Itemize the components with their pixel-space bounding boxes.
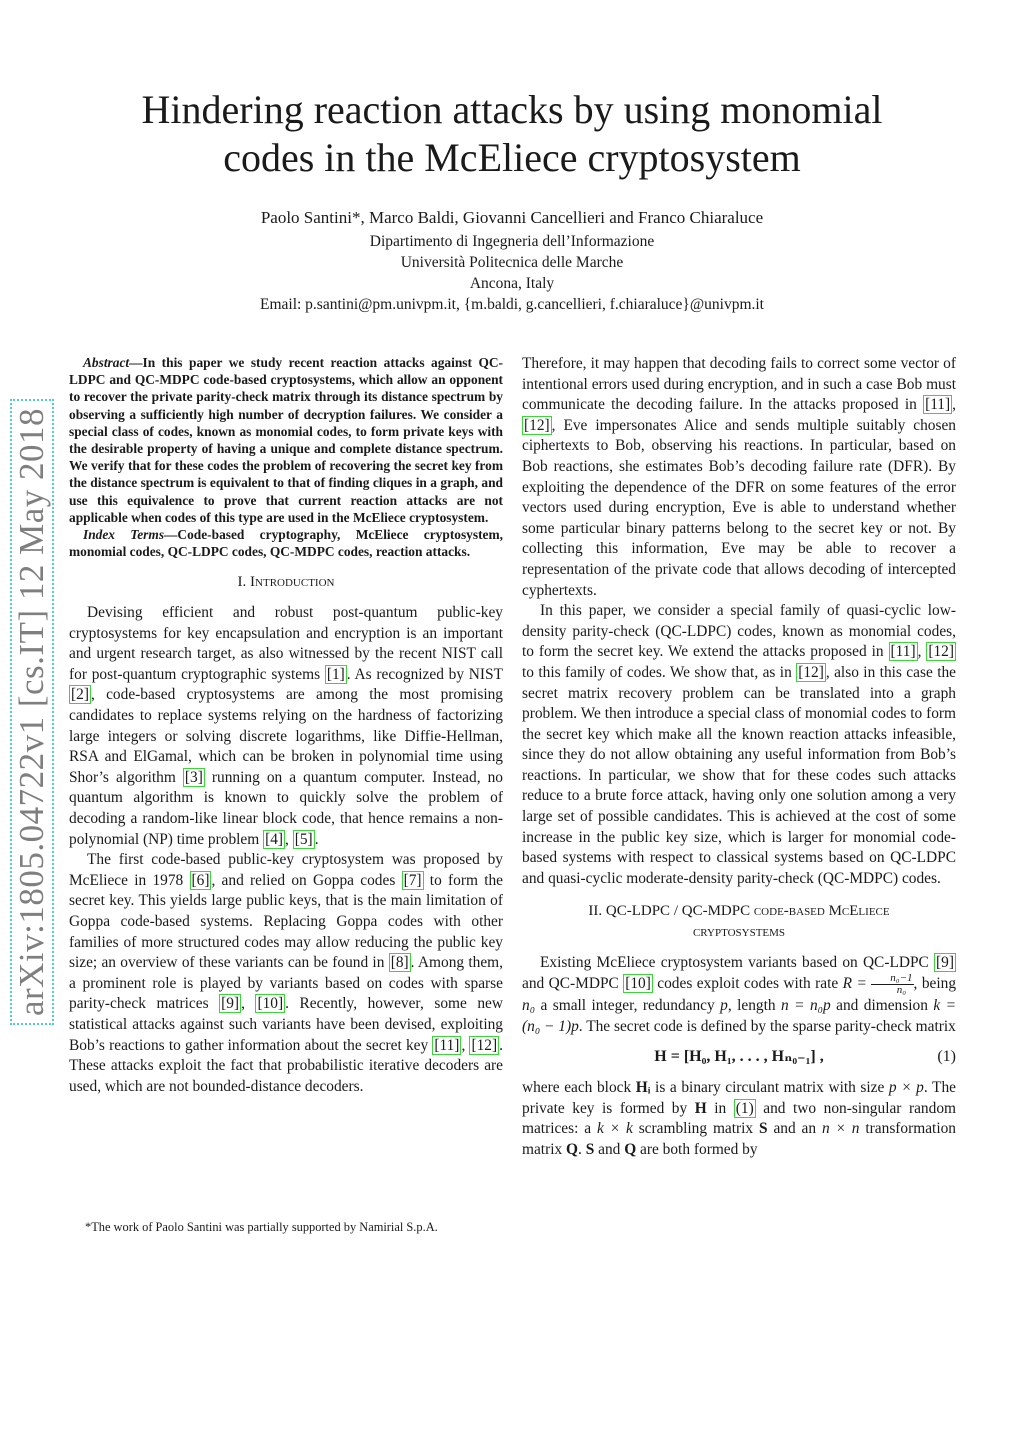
right-column bbox=[522, 354, 956, 1160]
section-number: II. bbox=[588, 903, 606, 920]
citation-link[interactable]: [9] bbox=[936, 953, 954, 971]
text-run: . The secret code is defined by the sparse parity-check matrix bbox=[578, 1017, 956, 1035]
left-column bbox=[69, 354, 503, 1097]
math-rate: R = bbox=[842, 975, 872, 993]
math-pxp: p × p bbox=[888, 1079, 924, 1096]
text-run: to form the secret key. This yields large public keys, that is the main limitation of Goppa code-based systems. Replacing Goppa codes with other families of more structured codes may allow reducing the public key size; an overview of these variants can be found in bbox=[69, 871, 503, 972]
citation-link[interactable]: [12] bbox=[471, 1036, 498, 1054]
citation-link[interactable]: [12] bbox=[524, 416, 550, 434]
title-line-2: codes in the McEliece cryptosystem bbox=[223, 135, 801, 180]
text-run: . The private key is formed by bbox=[522, 1079, 956, 1117]
math-p: p bbox=[720, 997, 728, 1015]
affiliation-email: Email: p.santini@pm.univpm.it, {m.baldi, g.cancellieri, f.chiaraluce}@univpm.it bbox=[259, 296, 764, 313]
citation-link[interactable]: [11] bbox=[925, 396, 951, 414]
math-Q: Q bbox=[624, 1140, 637, 1158]
equation-body: H = [H₀, H₁, . . . , Hₙ₀₋₁] , bbox=[654, 1048, 824, 1066]
text-run: to this family of codes. We show that, as in bbox=[522, 663, 797, 681]
math-H: H bbox=[694, 1099, 707, 1117]
citation-link[interactable]: [11] bbox=[890, 643, 916, 661]
text-run: , Eve impersonates Alice and sends multiple suitably chosen ciphertexts to Bob, observing his reactions. In particular, based on Bob reactions, she estimates Bob’s decoding failure rate (DFR). By exploiting the dependence of the DFR on some features of the error vectors used during encryption, Eve is able to understand whether some particular binary patterns belong to the secret key or not. By collecting this information, Eve may be able to recover a representation of the private code that allows decoding of intercepted cyphertexts. bbox=[522, 416, 956, 599]
math-kxk: k × k bbox=[597, 1120, 633, 1138]
section-number: I. bbox=[237, 574, 251, 591]
text-run: , bbox=[917, 643, 927, 661]
abstract bbox=[69, 354, 503, 526]
text-run: scrambling matrix bbox=[632, 1120, 760, 1138]
text-run: , bbox=[285, 830, 293, 848]
sec2-paragraph-2 bbox=[522, 1078, 956, 1160]
equation-link[interactable]: (1) bbox=[735, 1099, 754, 1117]
math-fraction bbox=[871, 973, 913, 996]
text-run: . As recognized by NIST bbox=[346, 665, 504, 683]
text-run: Existing McEliece cryptosystem variants based on QC-LDPC bbox=[540, 953, 935, 971]
text-run: is a binary circulant matrix with size bbox=[650, 1079, 889, 1096]
arxiv-stamp[interactable]: arXiv:1805.04722v1 [cs.IT] 12 May 2018 bbox=[10, 399, 54, 1025]
citation-link[interactable]: [12] bbox=[798, 663, 824, 681]
paper-title bbox=[0, 86, 1024, 182]
text-run: and an bbox=[767, 1120, 822, 1138]
section-heading-line-2: cryptosystems bbox=[692, 924, 786, 941]
affiliation-university: Università Politecnica delle Marche bbox=[400, 254, 624, 271]
section-title-part: code-based McEliece bbox=[753, 903, 890, 920]
affiliation-city: Ancona, Italy bbox=[469, 275, 555, 292]
text-run: where each block bbox=[522, 1079, 636, 1096]
math-dimension: k = (n₀ − 1)p bbox=[522, 997, 956, 1035]
math-Q: Q bbox=[566, 1140, 579, 1158]
intro-paragraph-1 bbox=[69, 603, 503, 850]
math-Hi: Hᵢ bbox=[635, 1079, 651, 1096]
text-run: , bbox=[241, 995, 256, 1013]
text-run: The first code-based public-key cryptosystem was proposed by McEliece in 1978 bbox=[69, 851, 503, 889]
text-run: . bbox=[314, 830, 319, 848]
text-run: in bbox=[706, 1099, 734, 1117]
text-run: Devising efficient and robust post-quantum public-key cryptosystems for key encapsulation and encryption is an important and urgent research target, as also witnessed by the recent NIST call for post-quantum cryptographic systems bbox=[69, 604, 503, 683]
text-run: running on a quantum computer. Instead, no quantum algorithm is known to quickly solve the problem of decoding a random-like linear block code, that hence remains a non-polynomial (NP) time problem bbox=[69, 768, 503, 848]
text-run: . Among them, a prominent role is played by variants based on codes with sparse parity-check matrices bbox=[69, 954, 503, 1013]
fraction-denominator: n₀ bbox=[896, 984, 907, 997]
text-run: . These attacks exploit the fact that probabilistic iterative decoders are used, which are not bounded-distance decoders. bbox=[69, 1036, 503, 1095]
citation-link[interactable]: [7] bbox=[403, 871, 422, 889]
text-run: , length bbox=[727, 997, 782, 1015]
section-heading-line-1 bbox=[522, 901, 956, 922]
text-run: , bbox=[952, 396, 956, 414]
text-run: , also in this case the secret matrix recovery problem can be translated into a graph problem. We then introduce a special class of monomial codes to form the secret key which make all the known reaction attacks infeasible, since they do not allow obtaining any useful information from Bob’s reactions. In particular, we show that for these codes such attacks reduce to a brute force attack, having only one solution among a very large set of possible candidates. This is achieved at the cost of some increase in the public key size, which is larger for monomial code-based systems with respect to classical systems based on QC-LDPC and quasi-cyclic moderate-density parity-check (QC-MDPC) codes. bbox=[522, 663, 956, 887]
text-run: and bbox=[594, 1140, 625, 1158]
text-run: codes exploit codes with rate bbox=[652, 975, 843, 993]
affiliation-block bbox=[0, 231, 1024, 315]
math-n0: n₀ bbox=[522, 997, 536, 1015]
text-run: , and relied on Goppa codes bbox=[211, 871, 402, 889]
section-title-part: QC-LDPC / QC-MDPC bbox=[605, 903, 754, 920]
section-heading-introduction bbox=[69, 572, 503, 593]
abstract-text: —In this paper we study recent reaction attacks against QC-LDPC and QC-MDPC code-based cryptosystems, which allow an opponent to recover the private parity-check matrix through its distance spectrum by observing a sufficiently high number of decryption failures. We consider a special class of codes, known as monomial codes, to form private keys with the desirable property of having a unique and complete distance spectrum. We verify that for these codes the problem of recovering the secret key from the distance spectrum is equivalent to that of finding cliques in a graph, and use this equivalence to prove that current reaction attacks are not applicable when codes of this type are used in the McEliece cryptosystem. bbox=[69, 355, 503, 525]
right-paragraph-2 bbox=[522, 601, 956, 889]
text-run: a small integer, redundancy bbox=[535, 997, 721, 1015]
citation-link[interactable]: [4] bbox=[265, 830, 284, 848]
affiliation-dept: Dipartimento di Ingegneria dell’Informazione bbox=[369, 233, 655, 250]
sec2-paragraph-1 bbox=[522, 953, 956, 1038]
citation-link[interactable]: [11] bbox=[434, 1036, 460, 1054]
text-run: and QC-MDPC bbox=[522, 975, 624, 993]
text-run: and dimension bbox=[830, 997, 934, 1015]
title-line-1: Hindering reaction attacks by using monomial bbox=[141, 87, 883, 132]
citation-link[interactable]: [10] bbox=[625, 975, 651, 993]
index-terms bbox=[69, 526, 503, 560]
equation-1 bbox=[522, 1047, 956, 1068]
citation-link[interactable]: [10] bbox=[257, 995, 284, 1013]
index-terms-label: Index Terms bbox=[83, 527, 165, 543]
citation-link[interactable]: [12] bbox=[928, 643, 954, 661]
citation-link[interactable]: [1] bbox=[326, 665, 345, 683]
intro-paragraph-2 bbox=[69, 850, 503, 1097]
math-S: S bbox=[759, 1120, 768, 1138]
text-run: In this paper, we consider a special family of quasi-cyclic low-density parity-check (QC-LDPC) codes, known as monomial codes, to form the secret key. We extend the attacks proposed in bbox=[522, 602, 956, 661]
citation-link[interactable]: [6] bbox=[191, 871, 210, 889]
text-run: . bbox=[578, 1140, 586, 1158]
text-run: , code-based cryptosystems are among the most promising candidates to replace systems relying on the hardness of factorizing large integers or solving discrete logarithms, like Diffie-Hellman, RSA and ElGamal, which can be broken in polynomial time using Shor’s algorithm bbox=[69, 686, 503, 786]
abstract-label: Abstract bbox=[83, 355, 130, 370]
citation-link[interactable]: [8] bbox=[390, 954, 409, 972]
text-run: Therefore, it may happen that decoding fails to correct some vector of intentional errors used during encryption, and in such a case Bob must communicate the decoding failure. In the attacks proposed in bbox=[522, 355, 956, 414]
footnote: *The work of Paolo Santini was partially supported by Namirial S.p.A. bbox=[85, 1220, 438, 1234]
math-length: n = n₀p bbox=[781, 997, 831, 1015]
text-run: are both formed by bbox=[636, 1140, 758, 1158]
section-title: Introduction bbox=[250, 574, 335, 591]
citation-link[interactable]: [3] bbox=[184, 768, 203, 786]
text-run: , bbox=[461, 1036, 470, 1054]
citation-link[interactable]: [2] bbox=[71, 686, 89, 704]
citation-link[interactable]: [9] bbox=[221, 995, 240, 1013]
math-nxn: n × n bbox=[821, 1120, 860, 1138]
section-heading-qc-ldpc bbox=[522, 901, 956, 942]
text-run: . Recently, however, some new statistical attacks against such variants have been devised, exploiting Bob’s reactions to gather information about the secret key bbox=[69, 995, 503, 1054]
text-run: transformation matrix bbox=[522, 1120, 957, 1158]
equation-number: (1) bbox=[937, 1048, 956, 1066]
citation-link[interactable]: [5] bbox=[294, 830, 313, 848]
fraction-numerator: n₀−1 bbox=[871, 973, 913, 985]
text-run: , being bbox=[913, 975, 957, 993]
author-list: Paolo Santini*, Marco Baldi, Giovanni Cancellieri and Franco Chiaraluce bbox=[260, 208, 764, 227]
math-S: S bbox=[585, 1140, 595, 1158]
right-paragraph-1 bbox=[522, 354, 956, 601]
index-terms-text: —Code-based cryptography, McEliece cryptosystem, monomial codes, QC-LDPC codes, QC-MDPC codes, reaction attacks. bbox=[69, 527, 503, 560]
text-run: and two non-singular random matrices: a bbox=[522, 1099, 956, 1138]
